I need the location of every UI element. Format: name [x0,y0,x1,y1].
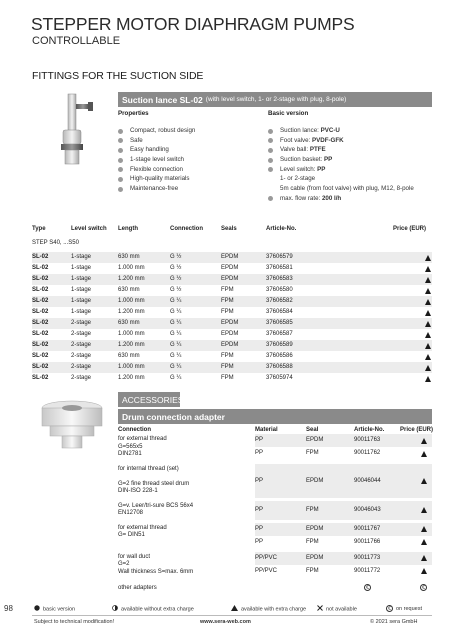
property-item: High-quality materials [118,174,195,184]
extra-charge-triangle-icon [421,568,427,574]
extra-charge-triangle-icon [421,539,427,545]
page-title: STEPPER MOTOR DIAPHRAGM PUMPS [31,14,355,34]
table-cell: 90046044 [354,477,381,484]
table-cell: SL-02 [32,254,49,260]
flow-rate-item: max. flow rate: 200 l/h [268,194,414,204]
table-row [32,362,432,373]
basic-version-heading: Basic version [268,110,309,117]
accessories-title: ACCESSORIES [122,394,184,405]
triangle-icon [231,605,238,613]
section-title: FITTINGS FOR THE SUCTION SIDE [32,70,204,82]
table-cell: 90011773 [354,554,381,561]
table-row [32,373,432,384]
property-item: Flexible connection [118,165,195,175]
extra-charge-triangle-icon [425,332,431,338]
col-header-article-no: Article-No. [354,427,385,433]
table-row [255,536,432,549]
table-cell: EPDM [306,554,324,561]
extra-charge-triangle-icon [425,299,431,305]
table-cell: 630 mm [118,287,140,293]
table-cell: SL-02 [32,364,49,370]
basic-item: Suction basket: PP [268,155,414,165]
table-cell: SL-02 [32,265,49,271]
on-request-icon: € [420,584,427,591]
col-header-length: Length [118,226,138,232]
table-cell: 90011763 [354,437,381,443]
col-header-level-switch: Level switch [71,226,107,232]
table-header-row [32,222,432,236]
table-cell: 1-stage [71,309,92,315]
basic-item: Valve ball: PTFE [268,145,414,155]
table-cell: G ½ [170,287,182,293]
table-cell: SL-02 [32,375,49,381]
table-cell: 90011772 [354,567,381,574]
table-cell: PP/PVC [255,567,278,574]
property-item: Safe [118,136,195,146]
drum-adapter-title: Drum connection adapter [122,411,225,422]
table-cell: PP [255,525,264,532]
extra-charge-triangle-icon [425,365,431,371]
table-cell: G ½ [170,276,182,282]
table-cell: 630 mm [118,320,140,326]
table-cell: 37606585 [266,320,293,326]
table-cell: 2-stage [71,320,92,326]
properties-heading: Properties [118,110,149,117]
table-cell: PP [255,450,264,457]
table-row [255,434,432,447]
suction-lance-image [32,92,112,172]
extra-charge-triangle-icon [421,451,427,457]
table-cell: EPDM [221,342,239,348]
col-header-price: Price (EUR) [393,226,427,232]
table-cell: PP [255,506,264,513]
table-cell: SL-02 [32,331,49,337]
table-cell: G ¼ [170,342,182,348]
table-cell: G ¼ [170,320,182,326]
extra-charge-triangle-icon [425,376,431,382]
table-row [255,565,432,578]
col-header-seal: Seal [306,427,319,433]
table-row [32,340,432,351]
table-cell: G ¼ [170,309,182,315]
extra-charge-triangle-icon [425,288,431,294]
table-cell: 1.200 mm [118,309,145,315]
col-header-article-no: Article-No. [266,226,297,232]
cross-icon [317,605,323,613]
table-cell: 37606586 [266,353,293,359]
table-cell: 1-stage [71,276,92,282]
table-cell: G ½ [170,254,182,260]
table-row [32,318,432,329]
table-cell: FPM [306,506,319,513]
table-cell: FPM [221,298,234,304]
properties-list [118,126,195,194]
table-note: STEP S40, ...S50 [32,240,79,246]
table-cell: PP/PVC [255,554,278,561]
extra-charge-triangle-icon [421,507,427,513]
col-header-material: Material [255,427,278,433]
table-cell: SL-02 [32,342,49,348]
property-item: Compact, robust design [118,126,195,136]
legend-not-available: not available [317,605,357,613]
table-cell: 37606580 [266,287,293,293]
property-item: Maintenance-free [118,184,195,194]
table-cell: 90011762 [354,450,381,457]
copyright: © 2021 sera GmbH [370,619,418,625]
extra-charge-triangle-icon [421,555,427,561]
other-adapters-label: other adapters [118,585,157,591]
table-note-row [32,236,432,250]
table-cell: G ¼ [170,353,182,359]
table-cell: 37606589 [266,342,293,348]
accessories-header-bar [118,392,184,407]
table-cell: 1.200 mm [118,375,145,381]
col-header-connection: Connection [118,427,151,433]
website-link[interactable]: www.sera-web.com [200,619,251,625]
connection-label: for external thread G=565x5 DIN2781 [118,436,167,457]
suction-lance-note: (with level switch, 1- or 2-stage with plug, 8-pole) [205,96,347,103]
basic-item-continued: 1- or 2-stage [280,175,316,183]
table-cell: 1.000 mm [118,265,145,271]
table-cell: 90011767 [354,525,381,532]
extra-charge-triangle-icon [425,343,431,349]
property-item: Easy handling [118,145,195,155]
table-cell: SL-02 [32,309,49,315]
table-cell: G ½ [170,265,182,271]
table-cell: FPM [221,364,234,370]
drum-adapter-header-bar [118,409,432,424]
table-row [32,329,432,340]
table-cell: FPM [221,309,234,315]
table-cell: FPM [221,375,234,381]
table-cell: 90011766 [354,538,381,545]
basic-version-list [268,126,414,204]
half-circle-icon [112,605,118,613]
table-cell: G ¼ [170,364,182,370]
connection-label: for wall duct G=2 Wall thickness S=max. 6mm [118,553,194,575]
table-cell: EPDM [306,525,324,532]
table-cell: 1.000 mm [118,298,145,304]
table-cell: SL-02 [32,353,49,359]
table-cell: EPDM [306,437,324,443]
table-cell: FPM [221,287,234,293]
basic-item-continued: 5m cable (from foot valve) with plug, M12, 8-pole [280,185,414,193]
col-header-price: Price (EUR) [400,427,434,433]
table-cell: EPDM [221,276,239,282]
table-cell: 37605974 [266,375,293,381]
table-cell: 1.200 mm [118,276,145,282]
suction-lance-header-bar [118,92,432,107]
table-cell: EPDM [306,477,324,484]
col-header-seals: Seals [221,226,237,232]
table-cell: 1-stage [71,287,92,293]
table-cell: SL-02 [32,276,49,282]
table-cell: 37606583 [266,276,293,282]
table-cell: EPDM [221,265,239,271]
table-cell: EPDM [221,331,239,337]
footer-divider [32,615,432,616]
legend-no-extra-charge: available without extra charge [112,605,194,613]
table-cell: 2-stage [71,375,92,381]
table-cell: G ¼ [170,375,182,381]
connection-label: for internal thread (set) G=2 fine thread steel drum DIN-ISO 228-1 [118,465,190,494]
suction-lance-title: Suction lance SL-02 [122,94,203,105]
table-cell: 1-stage [71,265,92,271]
table-cell: 2-stage [71,342,92,348]
table-cell: 2-stage [71,364,92,370]
legend-extra-charge: available with extra charge [231,605,306,613]
table-cell: 630 mm [118,254,140,260]
table-cell: FPM [306,450,319,457]
table-cell: EPDM [221,254,239,260]
table-row [32,274,432,285]
extra-charge-triangle-icon [421,526,427,532]
table-cell: 37606579 [266,254,293,260]
table-cell: SL-02 [32,320,49,326]
page-subtitle: CONTROLLABLE [32,35,121,47]
table-cell: PP [255,477,264,484]
drum-adapter-image [32,392,112,452]
col-header-connection: Connection [170,226,203,232]
suction-lance-table [32,222,432,382]
connection-label: G=v. Leer/tri-sure BCS 56x4 EN12708 [118,502,194,516]
table-cell: EPDM [221,320,239,326]
table-row [255,447,432,460]
extra-charge-triangle-icon [425,321,431,327]
table-cell: G ¼ [170,298,182,304]
table-cell: PP [255,437,264,443]
table-cell: 1.200 mm [118,342,145,348]
table-cell: 90046043 [354,506,381,513]
table-row [255,501,432,520]
table-cell: G ¼ [170,331,182,337]
property-item: 1-stage level switch [118,155,195,165]
table-cell: 1-stage [71,254,92,260]
legend-on-request: € on request [386,605,422,612]
table-cell: 37606587 [266,331,293,337]
col-header-type: Type [32,226,46,232]
table-row [255,464,432,498]
euro-circle-icon: € [386,605,393,612]
drum-adapter-table [118,423,434,591]
extra-charge-triangle-icon [421,478,427,484]
table-row [32,285,432,296]
extra-charge-triangle-icon [421,438,427,444]
extra-charge-triangle-icon [425,255,431,261]
table-row [32,252,432,263]
filled-circle-icon [34,605,40,613]
table-cell: 37606584 [266,309,293,315]
table-cell: 2-stage [71,331,92,337]
table-cell: SL-02 [32,298,49,304]
extra-charge-triangle-icon [425,277,431,283]
other-adapters-row [118,581,432,595]
table-cell: 2-stage [71,353,92,359]
table-row [32,263,432,274]
on-request-icon: € [364,584,371,591]
legend-basic-version: basic version [34,605,75,613]
table-row [32,351,432,362]
basic-item: Level switch: PP [268,165,414,175]
extra-charge-triangle-icon [425,266,431,272]
basic-item: Foot valve: PVDF-GFK [268,136,414,146]
page-number: 98 [4,604,13,613]
table-cell: PP [255,538,264,545]
table-row [32,307,432,318]
disclaimer: Subject to technical modification! [34,619,115,625]
table-cell: 1.000 mm [118,364,145,370]
table-cell: FPM [221,353,234,359]
table-cell: 1-stage [71,298,92,304]
extra-charge-triangle-icon [425,354,431,360]
table-row [255,552,432,565]
table-cell: 37606588 [266,364,293,370]
connection-label: for external thread G= DIN51 [118,524,167,538]
table-cell: 1.000 mm [118,331,145,337]
table-cell: 37606582 [266,298,293,304]
table-cell: 37606581 [266,265,293,271]
basic-item: Suction lance: PVC-U [268,126,414,136]
table-row [32,296,432,307]
table-cell: SL-02 [32,287,49,293]
extra-charge-triangle-icon [425,310,431,316]
table-cell: FPM [306,538,319,545]
table-cell: FPM [306,567,319,574]
table-cell: 630 mm [118,353,140,359]
table-row [255,523,432,536]
